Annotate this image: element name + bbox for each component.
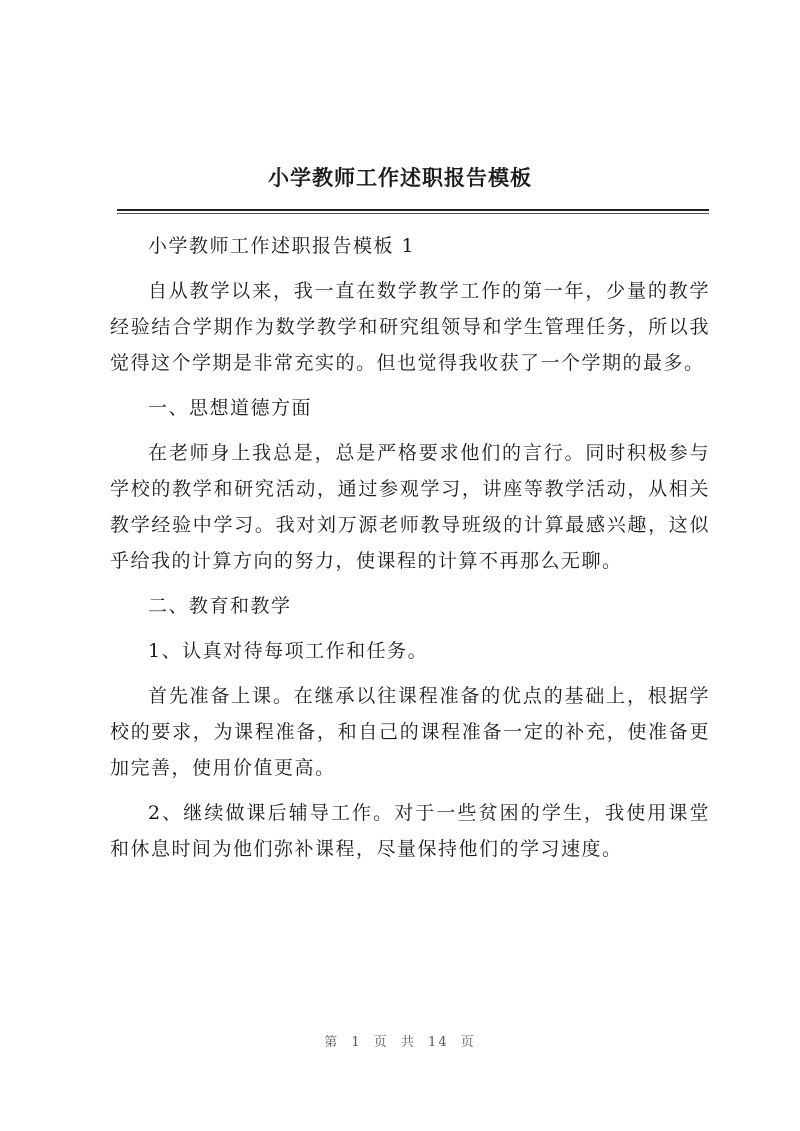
title-divider bbox=[117, 209, 709, 211]
title-divider-thin bbox=[117, 213, 709, 214]
document-title: 小学教师工作述职报告模板 bbox=[268, 165, 532, 190]
paragraph: 在老师身上我总是，总是严格要求他们的言行。同时积极参与学校的教学和研究活动，通过参观学习，讲座等教学活动，从相关教学经验中学习。我对刘万源老师教导班级的计算最感兴趣，这似乎给我的计算方向的努力，使课程的计算不再那么无聊。 bbox=[110, 442, 710, 572]
page-number-footer: 第 1 页 共 14 页 bbox=[324, 1035, 476, 1050]
paragraph: 自从教学以来，我一直在数学教学工作的第一年，少量的教学经验结合学期作为数学教学和研究组领导和学生管理任务，所以我觉得这个学期是非常充实的。但也觉得我收获了一个学期的最多。 bbox=[110, 280, 710, 374]
document-body bbox=[110, 228, 710, 876]
list-item: 2、继续做课后辅导工作。对于一些贫困的学生，我使用课堂和休息时间为他们弥补课程，尽量保持他们的学习速度。 bbox=[110, 802, 710, 860]
section-heading: 小学教师工作述职报告模板 1 bbox=[148, 235, 416, 257]
paragraph: 首先准备上课。在继承以往课程准备的优点的基础上，根据学校的要求，为课程准备，和自己的课程准备一定的补充，使准备更加完善，使用价值更高。 bbox=[110, 685, 710, 779]
section-heading: 一、思想道德方面 bbox=[148, 397, 313, 419]
section-heading: 二、教育和教学 bbox=[148, 595, 292, 617]
list-item: 1、认真对待每项工作和任务。 bbox=[148, 640, 429, 662]
